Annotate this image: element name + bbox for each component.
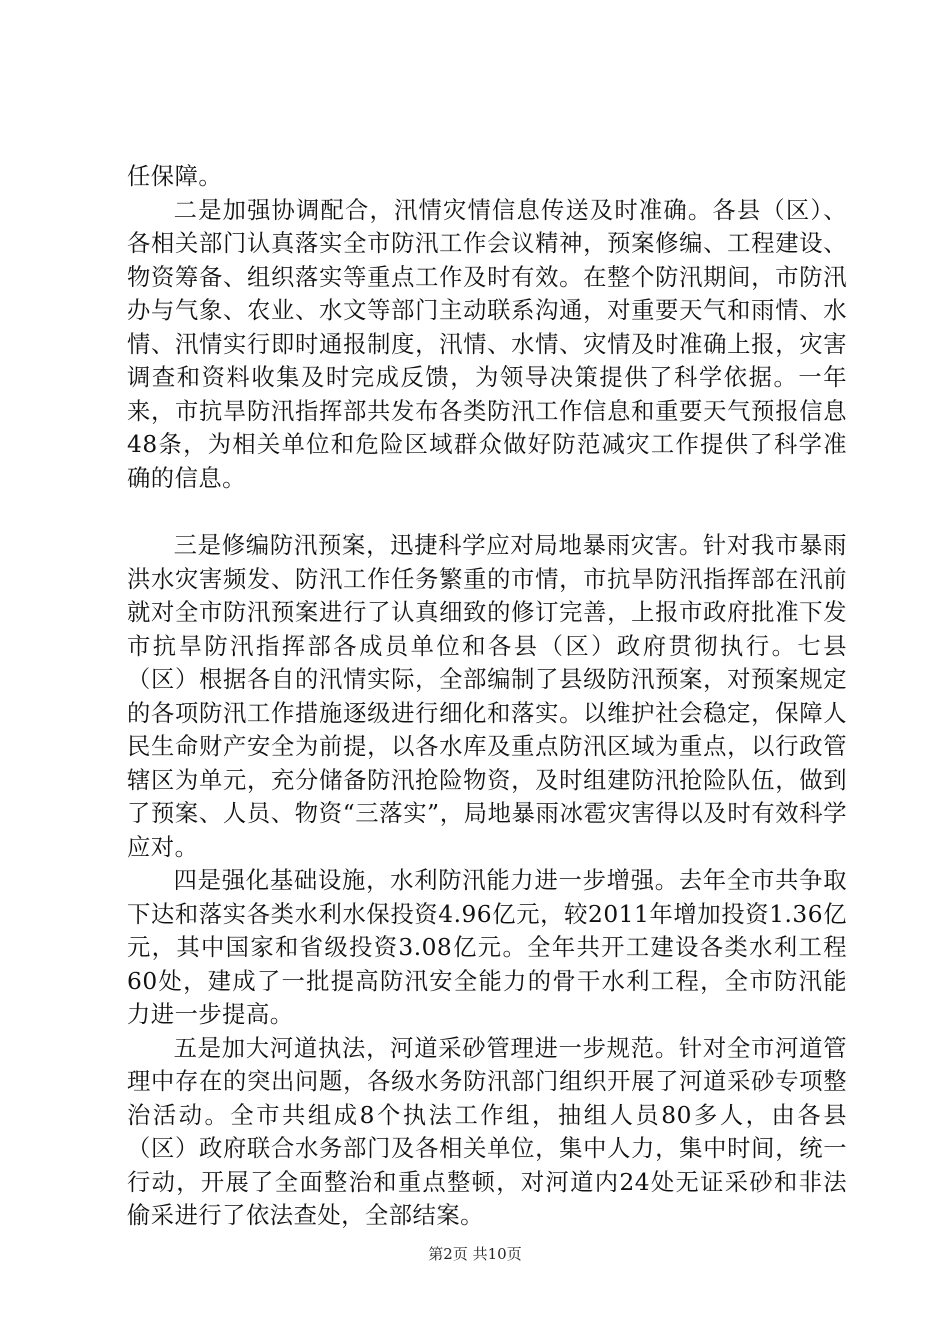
- paragraph-contingency-plan: 三是修编防汛预案，迅捷科学应对局地暴雨灾害。针对我市暴雨洪水灾害频发、防汛工作任务繁重的市情，市抗旱防汛指挥部在汛前就对全市防汛预案进行了认真细致的修订完善，上报市政府批准下发市抗旱防汛指挥部各成员单位和各县（区）政府贯彻执行。七县（区）根据各自的汛情实际，全部编制了县级防汛预案，对预案规定的各项防汛工作措施逐级进行细化和落实。以维护社会稳定，保障人民生命财产安全为前提，以各水库及重点防汛区域为重点，以行政管辖区为单元，充分储备防汛抢险物资，及时组建防汛抢险队伍，做到了预案、人员、物资“三落实”，局地暴雨冰雹灾害得以及时有效科学应对。: [127, 532, 847, 861]
- page-footer: 第2页 共10页: [428, 1245, 522, 1263]
- paragraph-continuation: 任保障。: [127, 163, 223, 190]
- body-text: [127, 160, 847, 1233]
- paragraph-river-enforcement: 五是加大河道执法，河道采砂管理进一步规范。针对全市河道管理中存在的突出问题，各级水务防汛部门组织开展了河道采砂专项整治活动。全市共组成8个执法工作组，抽组人员80多人，由各县（区）政府联合水务部门及各相关单位，集中人力，集中时间，统一行动，开展了全面整治和重点整顿，对河道内24处无证采砂和非法偷采进行了依法查处，全部结案。: [127, 1034, 847, 1229]
- paragraph-coordination: 二是加强协调配合，汛情灾情信息传送及时准确。各县（区）、各相关部门认真落实全市防汛工作会议精神，预案修编、工程建设、物资筹备、组织落实等重点工作及时有效。在整个防汛期间，市防汛办与气象、农业、水文等部门主动联系沟通，对重要天气和雨情、水情、汛情实行即时通报制度，汛情、水情、灾情及时准确上报，灾害调查和资料收集及时完成反馈，为领导决策提供了科学依据。一年来，市抗旱防汛指挥部共发布各类防汛工作信息和重要天气预报信息48条，为相关单位和危险区域群众做好防范减灾工作提供了科学准确的信息。: [127, 196, 847, 492]
- paragraph-infrastructure: 四是强化基础设施，水利防汛能力进一步增强。去年全市共争取下达和落实各类水利水保投资4.96亿元，较2011年增加投资1.36亿元，其中国家和省级投资3.08亿元。全年共开工建设各类水利工程60处，建成了一批提高防汛安全能力的骨干水利工程，全市防汛能力进一步提高。: [127, 867, 847, 1028]
